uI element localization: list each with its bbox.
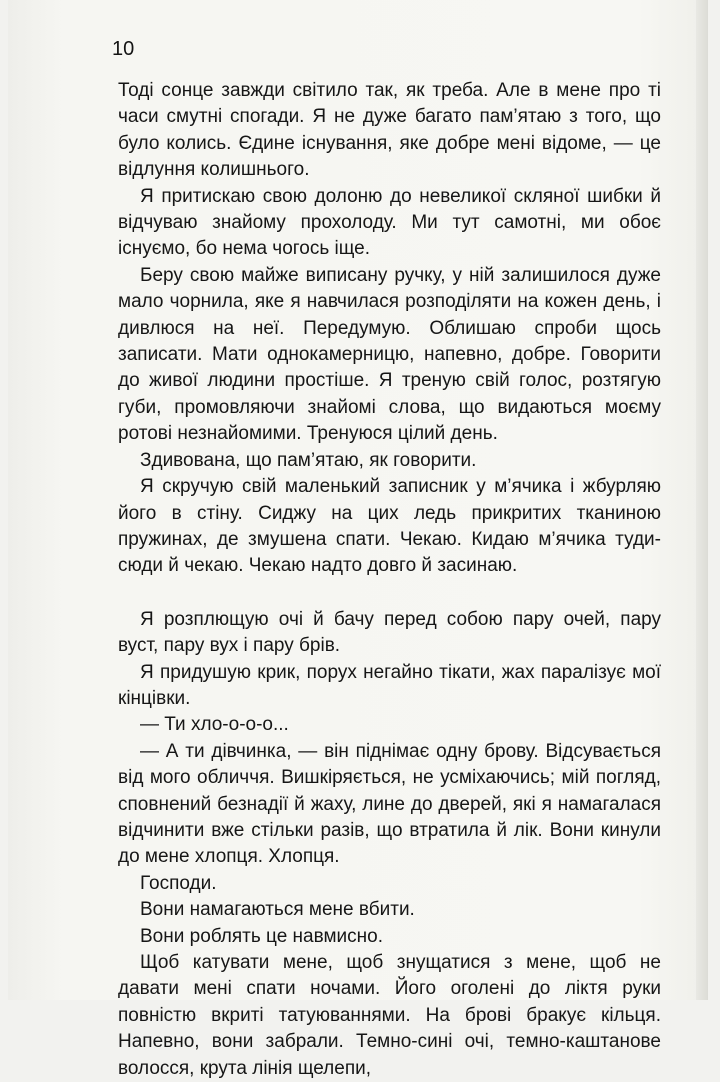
paragraph-2: Я притискаю свою долоню до невеликої скляної шибки й відчуваю знайому прохолоду. Ми тут самотні, ми обоє існуємо, бо нема чогось іще. (118, 185, 661, 260)
page-number: 10 (112, 38, 135, 60)
body-text (118, 78, 661, 1082)
paragraph-1: Тоді сонце завжди світило так, як треба. Але в мене про ті часи смутні спогади. Я не дуже багато пам’ятаю з того, що було колись. Єдине існування, яке добре мені відоме, — це відлуння колишнього. (118, 80, 661, 181)
dialogue-line-2: — А ти дівчинка, — він піднімає одну брову. Відсувається від мого обличчя. Вишкіряється, не усміхаючись; мій погляд, сповнений безнадії й жаху, лине до дверей, які я намагалася відчинити вже стільки разів, що втратила й лік. Вони кинули до мене хлопця. Хлопця. (118, 740, 661, 868)
paragraph-6: Я розплющую очі й бачу перед собою пару очей, пару вуст, пару вух і пару брів. (118, 608, 661, 657)
paragraph-3: Беру свою майже виписану ручку, у ній залишилося дуже мало чорнила, яке я навчилася розподіляти на кожен день, і дивлюся на неї. Передумую. Облишаю спроби щось записати. Мати однокамерницю, напевно, добре. Говорити до живої людини простіше. Я треную свій голос, розтягую губи, промовляючи знайомі слова, що видаються моєму ротові незнайомими. Тренуюся цілий день. (118, 264, 661, 445)
paragraph-9: Вони намагаються мене вбити. (140, 899, 415, 921)
paragraph-5: Я скручую свій маленький записник у м’ячика і жбурляю його в стіну. Сиджу на цих ледь прикритих тканиною пружинах, де змушена спати. Чекаю. Кидаю м’ячика туди-сюди й чекаю. Чекаю надто довго й засинаю. (118, 476, 661, 577)
paragraph-10: Вони роблять це навмисно. (140, 925, 384, 947)
paragraph-8: Господи. (140, 872, 217, 894)
page-edge (696, 0, 708, 1000)
paragraph-4: Здивована, що пам’ятаю, як говорити. (140, 449, 477, 471)
paragraph-11: Щоб катувати мене, щоб знущатися з мене, щоб не давати мені спати ночами. Його оголені до ліктя руки повністю вкриті татуюваннями. На брові бракує кільця. Напевно, вони забрали. Темно-сині очі, темно-каштанове волосся, крута лінія щелепи, (118, 952, 661, 1079)
dialogue-line-1: — Ти хло-о-о-о... (140, 714, 289, 736)
book-page (8, 0, 708, 1079)
paragraph-7: Я придушую крик, порух негайно тікати, жах паралізує мої кінцівки. (118, 661, 661, 709)
